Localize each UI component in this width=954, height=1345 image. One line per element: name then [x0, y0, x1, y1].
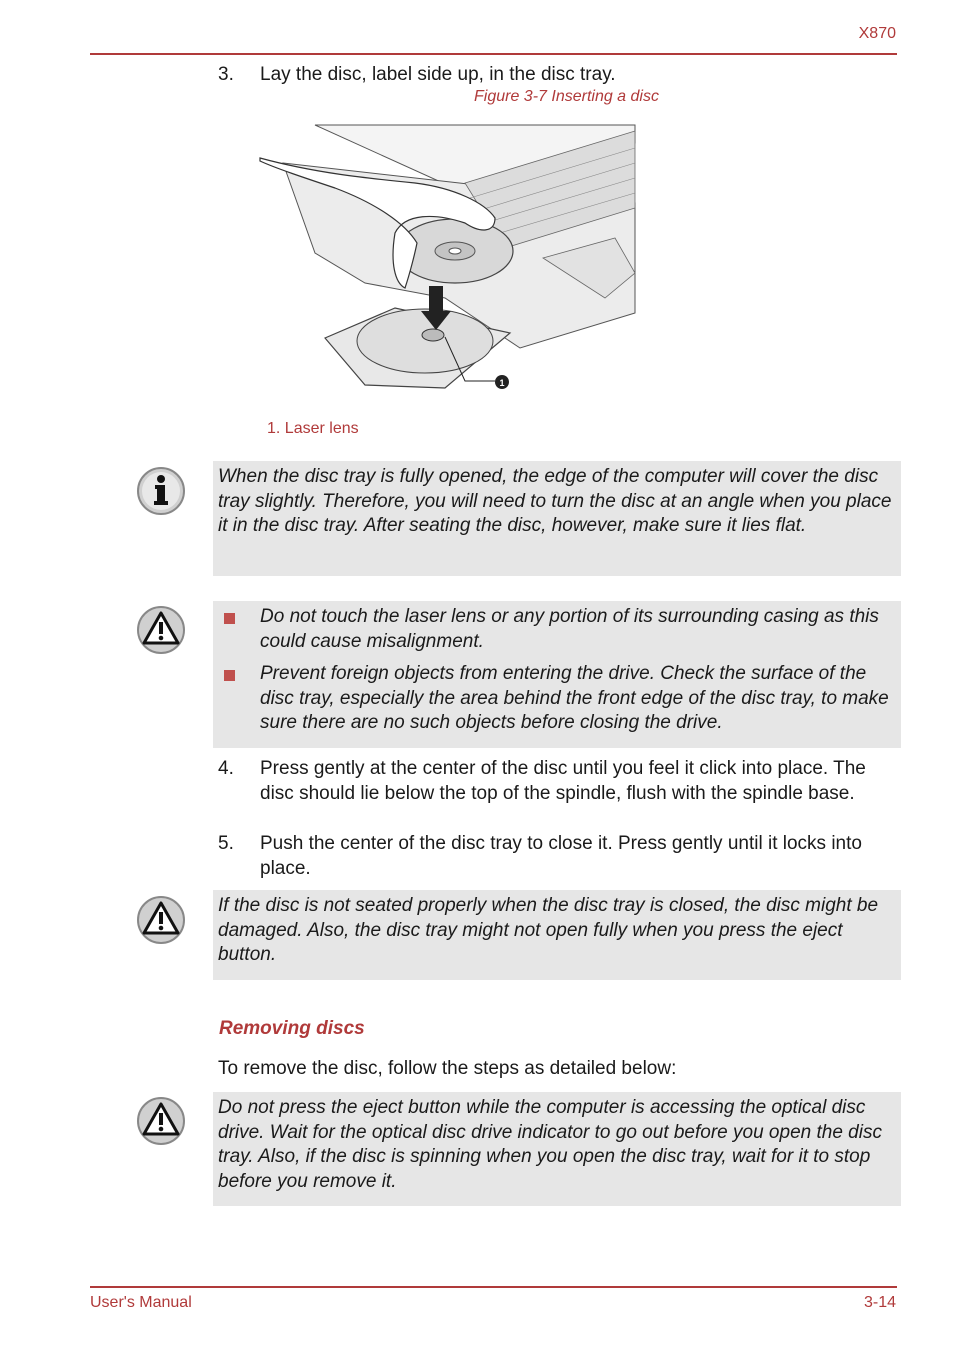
warning-note-text: Do not press the eject button while the computer is accessing the optical disc drive. Wait for the optical disc drive indicator to go out before you open the disc tray. Also, if the disc is spinning when you open the disc tray, wait for it to stop before you remove it.: [218, 1097, 882, 1192]
bullet-text: Prevent foreign objects from entering the drive. Check the surface of the disc tray, especially the area behind the front edge of the disc tray, to make sure there are no such objects before closing the drive.: [260, 663, 889, 733]
warning-bullet: [218, 605, 896, 654]
warning-icon: [136, 605, 186, 655]
page-number: 3-14: [863, 1294, 896, 1311]
step-text: Lay the disc, label side up, in the disc tray.: [260, 64, 616, 85]
warning-note-3: [213, 1092, 901, 1206]
footer-manual-title: User's Manual: [90, 1294, 192, 1311]
figure-legend: 1. Laser lens: [267, 420, 359, 437]
section-title: Removing discs: [219, 1018, 365, 1039]
warning-icon: [136, 895, 186, 945]
bullet-square-icon: [224, 670, 235, 681]
figure-caption: Figure 3-7 Inserting a disc: [474, 88, 659, 105]
info-note-text: When the disc tray is fully opened, the edge of the computer will cover the disc tray slightly. Therefore, you will need to turn the disc at an angle when you place it in the disc tray. After seating the disc, however, make sure it lies flat.: [218, 466, 892, 536]
step-4: [218, 757, 898, 806]
warning-note-2: [213, 890, 901, 980]
step-5: [218, 832, 898, 881]
info-icon: [136, 466, 186, 516]
info-note: [213, 461, 901, 576]
step-number: 4.: [218, 758, 234, 779]
header-rule: [90, 53, 897, 55]
step-number: 3.: [218, 64, 234, 85]
header-model: X870: [858, 25, 896, 42]
disc-insertion-illustration: [255, 123, 640, 398]
warning-note-text: If the disc is not seated properly when the disc tray is closed, the disc might be damaged. Also, the disc tray might not open fully when you press the eject button.: [218, 895, 879, 965]
bullet-text: Do not touch the laser lens or any portion of its surrounding casing as this could cause misalignment.: [260, 606, 879, 652]
warning-note-1: [213, 601, 901, 748]
step-text: Push the center of the disc tray to close it. Press gently until it locks into place.: [260, 833, 862, 879]
step-number: 5.: [218, 833, 234, 854]
warning-icon: [136, 1096, 186, 1146]
footer-rule: [90, 1286, 897, 1288]
callout-number: 1: [499, 378, 505, 388]
step-3: [218, 63, 898, 88]
warning-bullet: [218, 662, 896, 736]
bullet-square-icon: [224, 613, 235, 624]
step-text: Press gently at the center of the disc until you feel it click into place. The disc should lie below the top of the spindle, flush with the spindle base.: [260, 758, 866, 804]
section-intro: To remove the disc, follow the steps as detailed below:: [218, 1058, 677, 1079]
